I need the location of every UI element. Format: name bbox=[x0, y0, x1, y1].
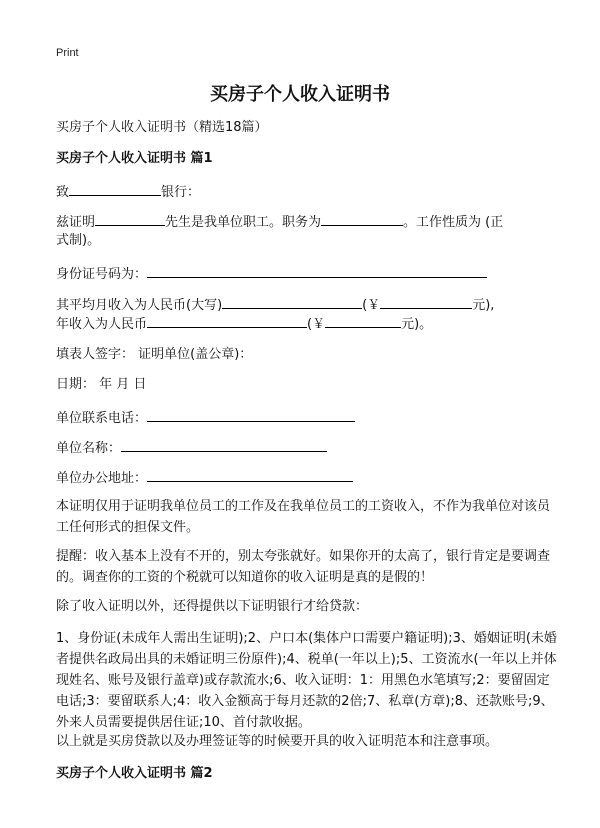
unit-address-label: 单位办公地址： bbox=[56, 471, 148, 486]
unit-phone-blank bbox=[147, 407, 355, 422]
monthly-income-words-blank bbox=[222, 294, 362, 309]
annual-income-number-blank bbox=[325, 313, 401, 328]
unit-phone-line bbox=[56, 407, 556, 429]
annual-income-mid: (￥ bbox=[307, 317, 326, 332]
employee-name-blank bbox=[95, 211, 165, 226]
section-2-heading: 买房子个人收入证明书 篇2 bbox=[56, 766, 213, 781]
date-line: 日期： 年 月 日 bbox=[56, 377, 147, 392]
document-subtitle: 买房子个人收入证明书（精选18篇） bbox=[56, 120, 268, 135]
print-link[interactable]: Print bbox=[56, 47, 79, 59]
certify-suffix: 。工作性质为 (正 bbox=[403, 215, 504, 230]
annual-income-line bbox=[56, 313, 556, 335]
unit-address-blank bbox=[147, 467, 353, 482]
reminder-paragraph: 提醒：收入基本上没有不开的，别太夸张就好。如果你开的太高了，银行肯定是要调查的。调查你的工资的个税就可以知道你的收入证明是真的是假的！ bbox=[56, 549, 551, 585]
disclaimer-paragraph: 本证明仅用于证明我单位员工的工作及在我单位员工的工资收入，不作为我单位对该员工任何形式的担保文件。 bbox=[56, 499, 551, 535]
other-docs-intro: 除了收入证明以外，还得提供以下证明银行才给贷款： bbox=[56, 599, 369, 614]
section-1-heading: 买房子个人收入证明书 篇1 bbox=[56, 151, 213, 166]
id-label: 身份证号码为： bbox=[56, 267, 148, 282]
certify-line-2: 式制)。 bbox=[56, 233, 101, 248]
id-number-line bbox=[56, 263, 556, 285]
closing-paragraph: 以上就是买房贷款以及办理签证等的时候要开具的收入证明范本和注意事项。 bbox=[56, 734, 499, 749]
monthly-income-suffix: 元), bbox=[472, 298, 495, 313]
monthly-income-mid: (￥ bbox=[362, 298, 381, 313]
certify-mid: 先生是我单位职工。职务为 bbox=[165, 215, 322, 230]
required-documents-list: 1、身份证(未成年人需出生证明);2、户口本(集体户口需要户籍证明);3、婚姻证明(未婚者提供名政局出具的未婚证明三份原件);4、税单(一年以上);5、工资流水(一年以上并体现姓名、账号及银行盖章)或存款流水;6、收入证明：1：用黑色水笔填写;2：要留固定电话;3：要留联系人;4：收入金额高于每月还款的2倍;7、私章(方章);8、还款账号;9、外来人员需要提供居住证;10、首付款收据。 bbox=[56, 631, 557, 730]
unit-phone-label: 单位联系电话： bbox=[56, 411, 148, 426]
unit-name-line bbox=[56, 437, 556, 459]
annual-income-prefix: 年收入为人民币 bbox=[56, 317, 148, 332]
certify-line bbox=[56, 211, 556, 233]
to-suffix: 银行： bbox=[161, 185, 201, 200]
monthly-income-prefix: 其平均月收入为人民币(大写) bbox=[56, 298, 223, 313]
annual-income-words-blank bbox=[147, 313, 307, 328]
certify-prefix: 兹证明 bbox=[56, 215, 96, 230]
id-number-blank bbox=[147, 263, 487, 278]
addressee-line bbox=[56, 181, 556, 203]
unit-address-line bbox=[56, 467, 556, 489]
annual-income-suffix: 元)。 bbox=[401, 317, 433, 332]
unit-name-blank bbox=[121, 437, 327, 452]
document-title: 买房子个人收入证明书 bbox=[210, 84, 390, 105]
monthly-income-number-blank bbox=[380, 294, 472, 309]
unit-name-label: 单位名称： bbox=[56, 441, 122, 456]
to-prefix: 致 bbox=[56, 185, 70, 200]
bank-name-blank bbox=[69, 181, 161, 196]
position-blank bbox=[321, 211, 403, 226]
signer-line: 填表人签字： 证明单位(盖公章)： bbox=[56, 347, 253, 362]
